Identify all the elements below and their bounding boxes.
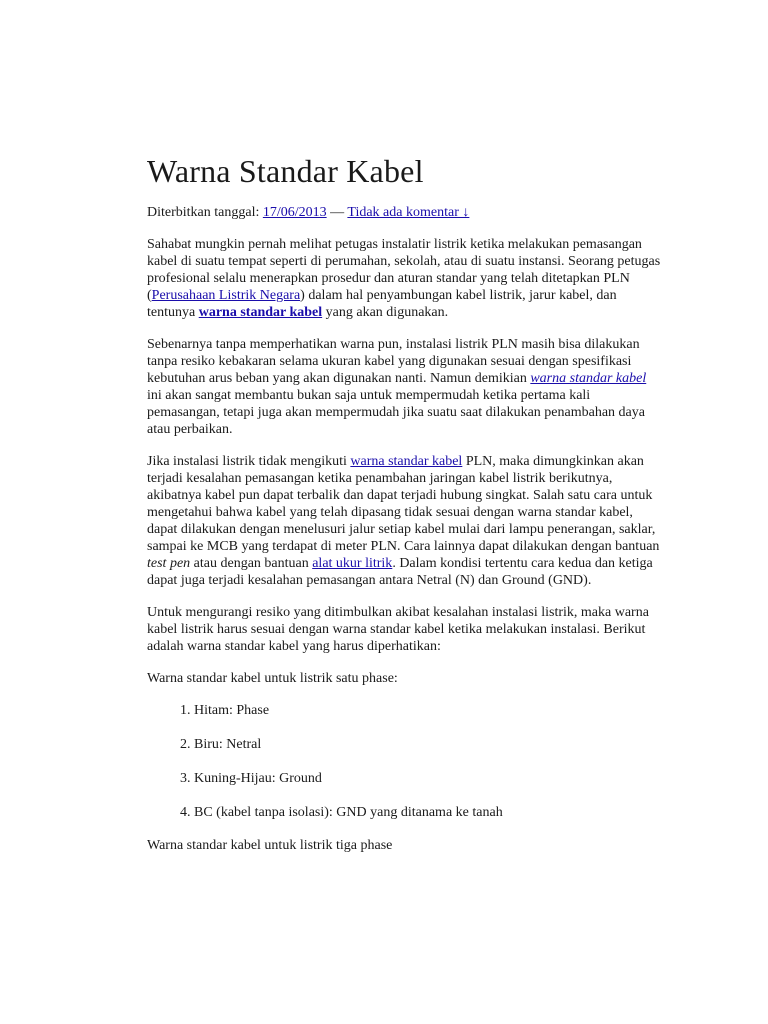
paragraph-text: atau dengan bantuan [190, 556, 313, 571]
single-phase-color-list [147, 702, 662, 821]
test-pen-term: test pen [147, 556, 191, 571]
date-link[interactable]: 17/06/2013 [262, 205, 327, 220]
paragraph-2 [147, 336, 662, 438]
paragraph-text: ) dalam hal penyambungan kabel listrik, jarur kabel, dan tentunya [147, 288, 617, 320]
paragraph-text: Sahabat mungkin pernah melihat petugas instalatir listrik ketika melakukan pemasangan kabel di suatu tempat seperti di perumahan, sekolah, atau di suatu instansi. Seorang petugas profesional selalu menerapkan prosedur dan aturan standar yang telah ditetapkan PLN ( [147, 237, 661, 303]
alat-ukur-link[interactable]: alat ukur litrik [312, 556, 393, 571]
paragraph-single-phase-heading: Warna standar kabel untuk listrik satu phase: [147, 671, 398, 686]
paragraph-text: ini akan sangat membantu bukan saja untuk mempermudah ketika pertama kali pemasangan, tetapi juga akan mempermudah jika suatu saat dilakukan penambahan daya atau perbaikan. [147, 388, 645, 437]
article-title: Warna Standar Kabel [147, 153, 424, 189]
paragraph-4: Untuk mengurangi resiko yang ditimbulkan akibat kesalahan instalasi listrik, maka warna kabel listrik harus sesuai dengan warna standar kabel ketika melakukan instalasi. Berikut adalah warna standar kabel yang harus diperhatikan: [147, 605, 649, 654]
paragraph-text: Sebenarnya tanpa memperhatikan warna pun, instalasi listrik PLN masih bisa dilakukan tanpa resiko kebakaran selama ukuran kabel yang digunakan sesuai dengan spesifikasi kebutuhan arus beban yang akan digunakan nanti. Namun demikian [147, 337, 640, 386]
warna-standar-kabel-link[interactable]: warna standar kabel [530, 371, 647, 386]
list-item: 3. Kuning-Hijau: Ground [194, 770, 662, 787]
published-label: Diterbitkan tanggal: [147, 205, 263, 220]
paragraph-text: . Dalam kondisi tertentu cara kedua dan ketiga dapat juga terjadi kesalahan pemasangan antara Netral (N) dan Ground (GND). [147, 556, 653, 588]
paragraph-intro [147, 236, 662, 321]
comments-link[interactable]: Tidak ada komentar ↓ [347, 205, 470, 220]
article-meta [147, 204, 662, 221]
warna-standar-kabel-link[interactable]: warna standar kabel [198, 305, 323, 320]
list-item: 1. Hitam: Phase [194, 702, 662, 719]
meta-separator: — [326, 205, 348, 220]
paragraph-three-phase-heading: Warna standar kabel untuk listrik tiga phase [147, 838, 393, 853]
paragraph-text: PLN, maka dimungkinkan akan terjadi kesalahan pemasangan ketika penambahan jaringan kabel listrik berikutnya, akibatnya kabel pun dapat terbalik dan dapat terjadi hubung singkat. Salah satu cara untuk mengetahui bahwa kabel yang telah dipasang tidak sesuai dengan warna standar kabel, dapat dilakukan dengan menelusuri jalur setiap kabel mulai dari lampu penerangan, saklar, sampai ke MCB yang terdapat di meter PLN. Cara lainnya dapat dilakukan dengan bantuan [147, 454, 660, 554]
warna-standar-kabel-link[interactable]: warna standar kabel [350, 454, 463, 469]
paragraph-3 [147, 453, 662, 589]
article [147, 150, 662, 854]
list-item: 4. BC (kabel tanpa isolasi): GND yang ditanama ke tanah [194, 804, 662, 821]
paragraph-text: yang akan digunakan. [322, 305, 449, 320]
paragraph-text: Jika instalasi listrik tidak mengikuti [147, 454, 351, 469]
list-item: 2. Biru: Netral [194, 736, 662, 753]
pln-link[interactable]: Perusahaan Listrik Negara [151, 288, 301, 303]
